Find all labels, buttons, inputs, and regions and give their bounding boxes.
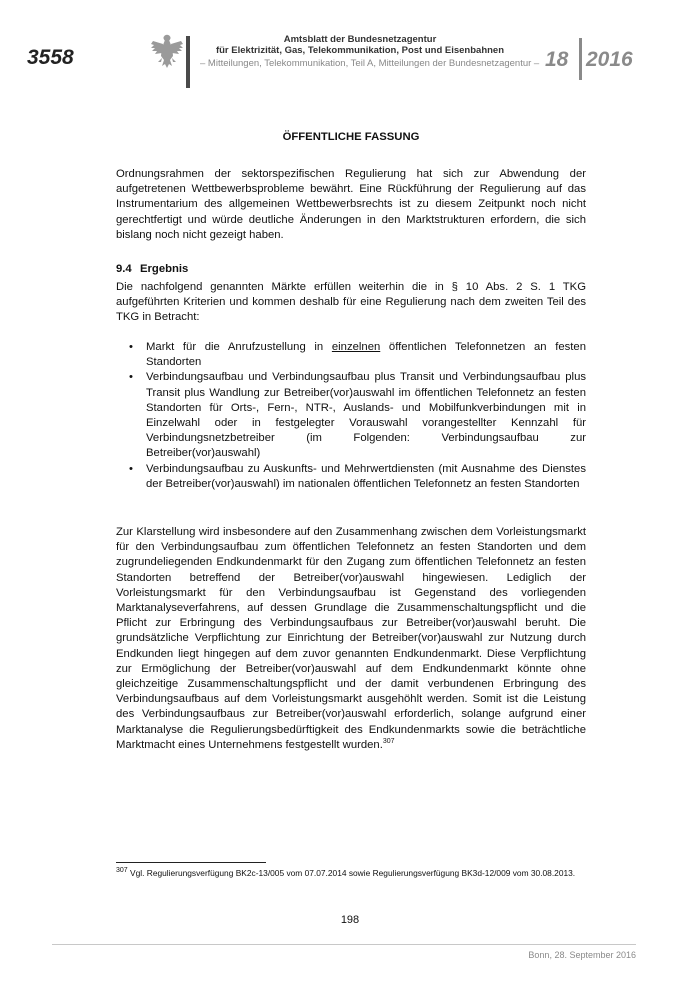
page-number: 3558 xyxy=(27,46,74,69)
paragraph-1: Ordnungsrahmen der sektorspezifischen Regulierung hat sich zur Abwendung der aufgetretenen Wettbewerbsprobleme bewährt. Eine Rückführung der Regulierung auf das Instrumentarium des allgemeinen Wettbewerbsrechts ist zu diesem Zeitpunkt noch nicht gerechtfertigt und würde deutliche Änderungen in den Marktstrukturen erfordern, die sich bislang noch nicht gezeigt haben. xyxy=(116,168,586,241)
public-version-label: ÖFFENTLICHE FASSUNG xyxy=(282,131,420,143)
page-folio: 198 xyxy=(340,914,360,926)
issue-year: 2016 xyxy=(586,48,633,71)
gazette-subtitle: – Mitteilungen, Telekommunikation, Teil A, Mitteilungen der Bundesnetzagentur – xyxy=(200,58,540,69)
issue-divider xyxy=(579,38,582,80)
bullet-icon: • xyxy=(129,462,133,475)
section-title: Ergebnis xyxy=(140,263,189,275)
gazette-title-line-2: für Elektrizität, Gas, Telekommunikation, Post und Eisenbahnen xyxy=(215,45,505,56)
list-item: • Verbindungsaufbau und Verbindungsaufbau plus Transit und Verbindungsaufbau plus Transit plus Wandlung zur Betreiber(vor)auswahl im öffentlichen Telefonnetz an festen Standorten für Orts-, Fern-, NTR-, Auslands- und Mobilfunkverbindungen mit in Einzelwahl oder in festgelegter Vorauswahl vorangestellter Kennzahl für Verbindungsnetzbetreiber (im Folgenden: Verbindungsaufbau zur Betreiber(vor)auswahl) xyxy=(129,371,586,460)
federal-eagle-icon xyxy=(150,32,184,70)
issue-number: 18 xyxy=(545,48,569,71)
footnote-reference[interactable]: 307 xyxy=(382,738,395,746)
paragraph-2: Die nachfolgend genannten Märkte erfüllen weiterhin die in § 10 Abs. 2 S. 1 TKG aufgeführten Kriterien und kommen deshalb für eine Regulierung nach dem zweiten Teil des TKG in Betracht: xyxy=(116,281,586,324)
footnote-rule xyxy=(116,862,266,863)
section-number: 9.4 xyxy=(116,263,132,275)
list-item: • Verbindungsaufbau zu Auskunfts- und Mehrwertdiensten (mit Ausnahme des Dienstes der Betreiber(vor)auswahl) im nationalen öffentlichen Telefonnetz an festen Standorten xyxy=(129,462,586,490)
section-heading xyxy=(116,263,188,275)
underlined-term: einzelnen xyxy=(331,341,381,353)
footnote-number: 307 xyxy=(116,867,128,875)
header-divider-bar xyxy=(186,36,190,88)
bullet-icon: • xyxy=(129,371,133,384)
footnote: $^{307}$ Vgl. Regulierungsverfügung BK2c-13/005 vom 07.07.2014 sowie Regulierungsverfügung BK3d-12/009 vom 30.08.2013. xyxy=(116,867,576,878)
paragraph-3: Zur Klarstellung wird insbesondere auf den Zusammenhang zwischen dem Vorleistungsmarkt für den Verbindungsaufbau zum öffentlichen Telefonnetz an festen Standorten und dem zugrundeliegenden Endkundenmarkt für den Zugang zum öffentlichen Telefonnetz an festen Standorten betreffend der Betreiber(vor)auswahl hingewiesen. Lediglich der Vorleistungsmarkt für den Verbindungsaufbau ist Gegenstand des vorliegenden Marktanalyseverfahrens, auf dessen Grundlage die Zusammenschaltungspflicht und die Pflicht zur Erbringung des Verbindungsaufbaus zur Betreiber(vor)auswahl beruht. Die grundsätzliche Verpflichtung zur Einrichtung der Betreiber(vor)auswahl zur Nutzung durch Endkunden liegt hingegen auf dem zuvor genannten Endkundenmarkt. Diese Verpflichtung zur Ermöglichung der Betreiber(vor)auswahl auf dem Endkundenmarkt könnte ohne gleichzeitige Zusammenschaltungspflicht und der damit verbundenen Erbringung des Verbindungsaufbaus auf dem Vorleistungsmarkt ausgehöhlt werden. Somit ist die Leistung des Verbindungsaufbaus zur Betreiber(vor)auswahl erforderlich, solange aufgrund einer Marktanalyse die Regulierungsbedürftigkeit des Endkundenmarkts sowie die beträchtliche Marktmacht eines Unternehmens festgestellt wurden.$^{307}$ xyxy=(116,526,586,751)
list-item: • Markt für die Anrufzustellung in einzelnen öffentlichen Telefonnetzen an festen Standorten xyxy=(129,341,586,369)
market-list xyxy=(116,340,586,492)
bullet-icon: • xyxy=(129,341,133,353)
gazette-title: Amtsblatt der Bundesnetzagentur xyxy=(283,34,437,45)
footer-rule xyxy=(52,944,636,945)
footer-date: Bonn, 28. September 2016 xyxy=(528,950,636,960)
